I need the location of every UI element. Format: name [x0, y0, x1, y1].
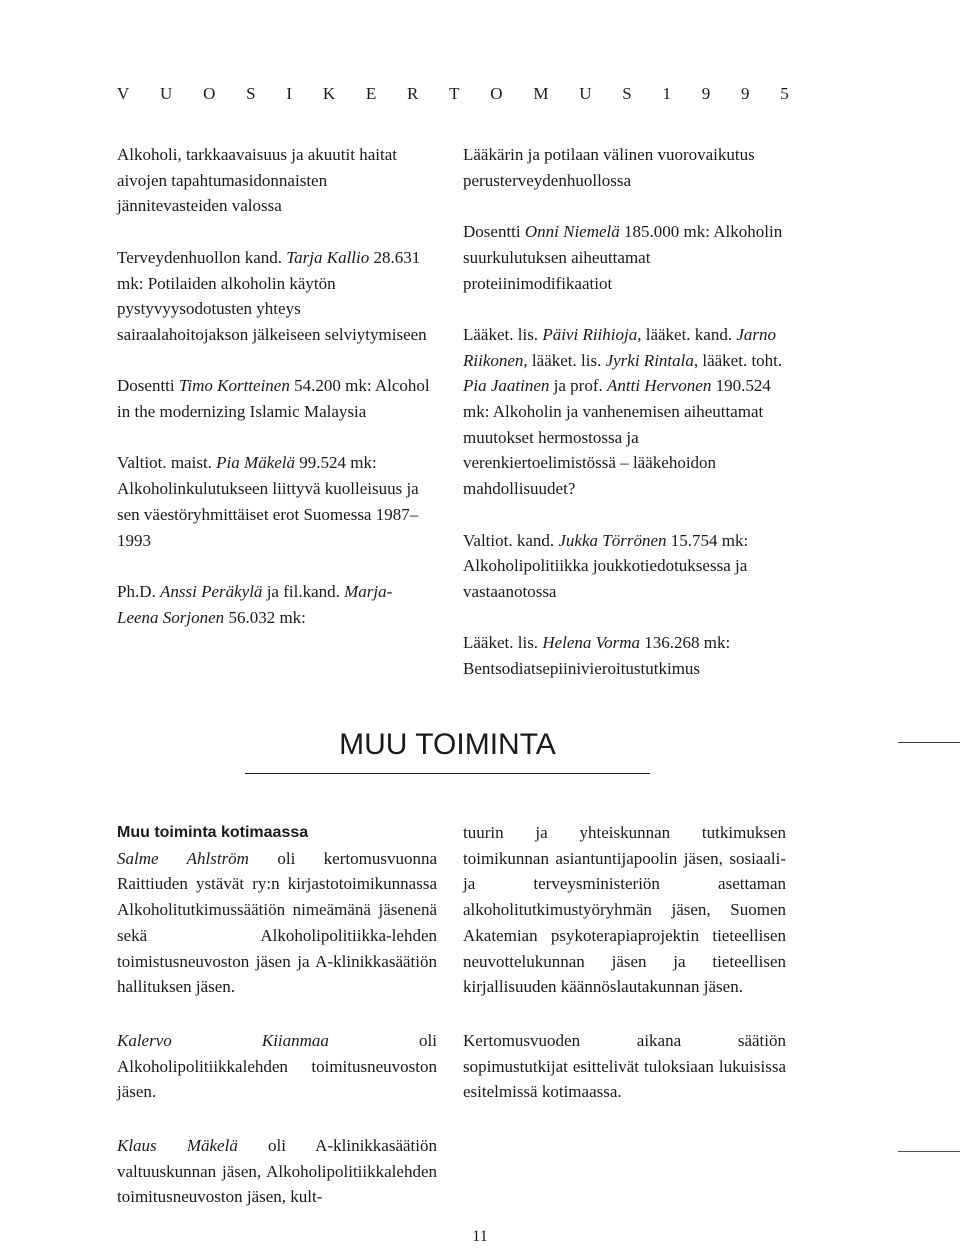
- grant-amount-topic: 190.524 mk: Alkoholin ja vanhenemisen aiheuttamat muutokset hermostossa ja verenkiertoelimistössä – lääkehoidon mahdollisuudet?: [463, 376, 771, 499]
- grant-title: Alkoholi, tarkkaavaisuus ja akuutit haitat aivojen tapahtumasidonnaisten jännitevasteiden valossa: [117, 145, 397, 216]
- page-number: 11: [472, 1228, 488, 1245]
- section-title: MUU TOIMINTA: [339, 728, 556, 761]
- recipient-name: Jukka Törrönen: [558, 530, 667, 550]
- running-head-letter: O: [490, 84, 503, 103]
- recipient-name: Pia Mäkelä: [216, 453, 296, 473]
- grant-entry: [117, 245, 432, 348]
- running-head-letter: V: [117, 84, 130, 103]
- activity-text: oli A-klinikkasäätiön valtuuskunnan jäsen, Alkoholipolitiikkalehden toimitusneuvoston jäsen, kult-: [117, 1136, 437, 1207]
- running-head: [117, 84, 789, 104]
- grant-recipient-title: ja prof.: [549, 376, 607, 396]
- recipient-name: Timo Kortteinen: [178, 376, 290, 396]
- activity-paragraph: [117, 1028, 437, 1105]
- running-head-letter: K: [322, 84, 336, 103]
- person-name: Kalervo Kiianmaa: [117, 1030, 329, 1050]
- recipient-name: Marja-Leena Sorjonen: [117, 581, 393, 627]
- recipient-name: Onni Niemelä: [524, 222, 620, 242]
- grant-entry: [463, 219, 793, 296]
- running-head-letter: U: [579, 84, 592, 103]
- running-head-letter: O: [203, 84, 216, 103]
- grant-entry: [463, 630, 793, 681]
- grant-recipient-title: Lääket. lis.: [463, 633, 543, 653]
- recipient-name: Anssi Peräkylä: [159, 581, 263, 601]
- running-head-letter: R: [407, 84, 419, 103]
- grant-recipient-title: Dosentti: [117, 376, 179, 396]
- grant-list-right: [463, 142, 793, 682]
- activity-text: tuurin ja yhteiskunnan tutkimuksen toimikunnan asiantuntijapoolin jäsen, sosiaali- ja terveysministeriön asettaman alkoholitutkimustyöryhmän jäsen, Suomen Akatemian psykoterapiaprojektin tieteellisen neuvottelukunnan jäsen ja tieteellisen kirjallisuuden käännöslautakunnan jäsen.: [463, 823, 786, 997]
- running-head-letter: I: [286, 84, 293, 103]
- grant-recipient-title: , lääket. kand.: [637, 324, 737, 344]
- recipient-name: Pia Jaatinen: [463, 376, 550, 396]
- grant-entry: [463, 142, 793, 193]
- activity-text: Kertomusvuoden aikana säätiön sopimustutkijat esittelivät tuloksiaan lukuisissa esitelmissä kotimaassa.: [463, 1030, 786, 1102]
- person-name: Salme Ahlström: [117, 848, 249, 868]
- running-head-letter: U: [160, 84, 173, 103]
- grant-list-left: [117, 142, 432, 630]
- running-head-digit: 1: [662, 84, 671, 103]
- person-name: Klaus Mäkelä: [117, 1136, 238, 1156]
- section-title-rule: [245, 773, 650, 774]
- grant-amount: 56.032 mk:: [224, 607, 306, 627]
- grant-recipient-title: , lääket. toht.: [693, 350, 783, 370]
- activity-text: oli Alkoholipolitiikkalehden toimitusneuvoston jäsen.: [117, 1030, 437, 1102]
- subsection-heading: Muu toiminta kotimaassa: [117, 824, 309, 841]
- recipient-name: Päivi Riihioja: [542, 324, 638, 344]
- grant-title: Lääkärin ja potilaan välinen vuorovaikutus perusterveydenhuollossa: [463, 145, 755, 190]
- activity-paragraph: [463, 820, 786, 1000]
- grant-amount-topic: 99.524 mk: Alkoholinkulutukseen liittyvä kuolleisuus ja sen väestöryhmittäiset erot Suomessa 1987–1993: [117, 453, 419, 550]
- recipient-name: Tarja Kallio: [286, 247, 370, 267]
- activity-column-right: [463, 820, 786, 1105]
- grant-recipient-title: Ph.D.: [117, 581, 160, 601]
- running-head-digit: 5: [780, 84, 789, 103]
- activity-paragraph: [117, 1133, 437, 1210]
- running-head-letter: S: [622, 84, 632, 103]
- grant-amount-topic: 28.631 mk: Potilaiden alkoholin käytön pystyvyysodotusten yhteys sairaalahoitojakson jälkeiseen selviytymiseen: [117, 247, 427, 344]
- activity-paragraph: [117, 846, 437, 1000]
- grant-recipient-title: Lääket. lis.: [463, 324, 543, 344]
- running-head-letter: E: [365, 84, 377, 103]
- running-head-letter: M: [533, 84, 549, 103]
- grant-amount-topic: 54.200 mk: Alcohol in the modernizing Islamic Malaysia: [117, 376, 430, 421]
- running-head-letter: T: [449, 84, 460, 103]
- grant-entry: [117, 373, 432, 424]
- running-head-letter: S: [246, 84, 256, 103]
- running-head-digit: 9: [701, 84, 711, 103]
- recipient-name: Jyrki Rintala: [605, 350, 694, 370]
- grant-entry: [117, 450, 432, 553]
- grant-entry: [463, 322, 793, 502]
- activity-column-left: [117, 820, 437, 1210]
- activity-text: oli kertomusvuonna Raittiuden ystävät ry:n kirjastotoimikunnassa Alkoholitutkimussäätiön nimeämänä jäsenenä sekä Alkoholipolitiikka-lehden toimistusneuvoston jäsen ja A-klinikkasäätiön hallituksen jäsen.: [117, 848, 437, 997]
- margin-rule: [898, 742, 960, 743]
- grant-entry: [117, 142, 432, 219]
- grant-entry: [463, 528, 793, 605]
- grant-recipient-title: Valtiot. kand.: [463, 530, 559, 550]
- recipient-name: Antti Hervonen: [607, 376, 712, 396]
- grant-amount-topic: 136.268 mk: Bentsodiatsepiinivieroitustutkimus: [463, 633, 731, 678]
- recipient-name: Helena Vorma: [542, 633, 641, 653]
- grant-recipient-title: Terveydenhuollon kand.: [117, 247, 287, 267]
- grant-recipient-title: ja fil.kand.: [262, 581, 345, 601]
- recipient-name: Jarno Riikonen: [463, 324, 777, 370]
- grant-amount-topic: 185.000 mk: Alkoholin suurkulutuksen aiheuttamat proteiinimodifikaatiot: [463, 222, 783, 293]
- grant-recipient-title: Dosentti: [463, 222, 525, 242]
- activity-paragraph: [463, 1028, 786, 1105]
- grant-entry: [117, 579, 432, 630]
- running-head-digit: 9: [741, 84, 750, 103]
- grant-amount-topic: 15.754 mk: Alkoholipolitiikka joukkotiedotuksessa ja vastaanotossa: [463, 530, 749, 601]
- margin-rule: [898, 1151, 960, 1152]
- grant-recipient-title: , lääket. lis.: [523, 350, 606, 370]
- grant-recipient-title: Valtiot. maist.: [117, 453, 217, 473]
